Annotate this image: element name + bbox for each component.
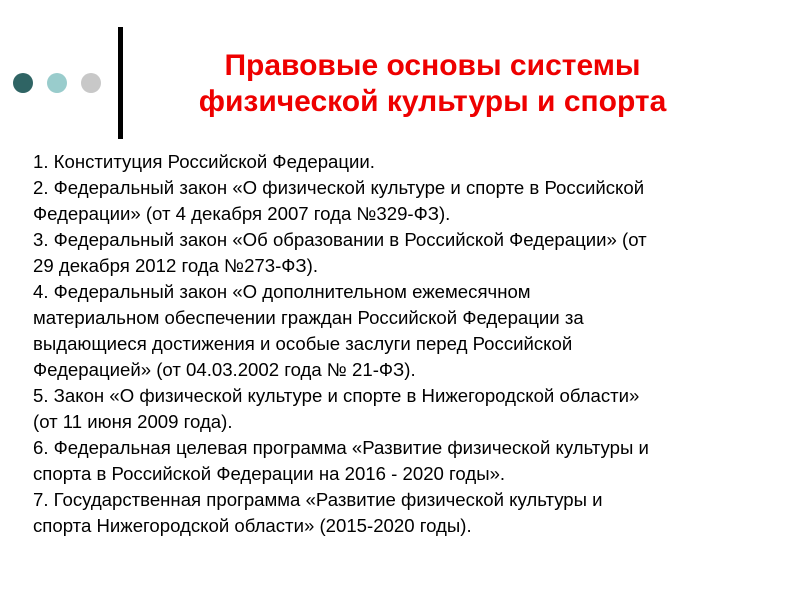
- list-line: выдающиеся достижения и особые заслуги перед Российской: [33, 333, 573, 354]
- title-line-2: физической культуры и спорта: [198, 85, 667, 118]
- list-line: 3. Федеральный закон «Об образовании в Российской Федерации» (от: [33, 229, 647, 250]
- list-line: 2. Федеральный закон «О физической культуре и спорте в Российской: [33, 177, 645, 198]
- list-line: спорта Нижегородской области» (2015-2020 годы).: [33, 515, 472, 536]
- list-line: 1. Конституция Российской Федерации.: [33, 151, 375, 172]
- title-line-1: Правовые основы системы: [224, 49, 641, 82]
- list-line: (от 11 июня 2009 года).: [33, 411, 233, 432]
- slide-title: [135, 48, 730, 120]
- list-line: материальном обеспечении граждан Российской Федерации за: [33, 307, 584, 328]
- decor-dot-teal: [47, 73, 67, 93]
- list-line: 6. Федеральная целевая программа «Развитие физической культуры и: [33, 437, 649, 458]
- decor-dot-dark: [13, 73, 33, 93]
- list-line: 29 декабря 2012 года №273-ФЗ).: [33, 255, 319, 276]
- decor-vertical-bar: [118, 27, 123, 139]
- legal-list: [33, 149, 793, 539]
- decor-dot-gray: [81, 73, 101, 93]
- list-line: Федерации» (от 4 декабря 2007 года №329-ФЗ).: [33, 203, 451, 224]
- list-line: 7. Государственная программа «Развитие физической культуры и: [33, 489, 603, 510]
- list-line: Федерацией» (от 04.03.2002 года № 21-ФЗ).: [33, 359, 416, 380]
- list-line: 5. Закон «О физической культуре и спорте в Нижегородской области»: [33, 385, 640, 406]
- list-line: спорта в Российской Федерации на 2016 - 2020 годы».: [33, 463, 506, 484]
- list-line: 4. Федеральный закон «О дополнительном ежемесячном: [33, 281, 531, 302]
